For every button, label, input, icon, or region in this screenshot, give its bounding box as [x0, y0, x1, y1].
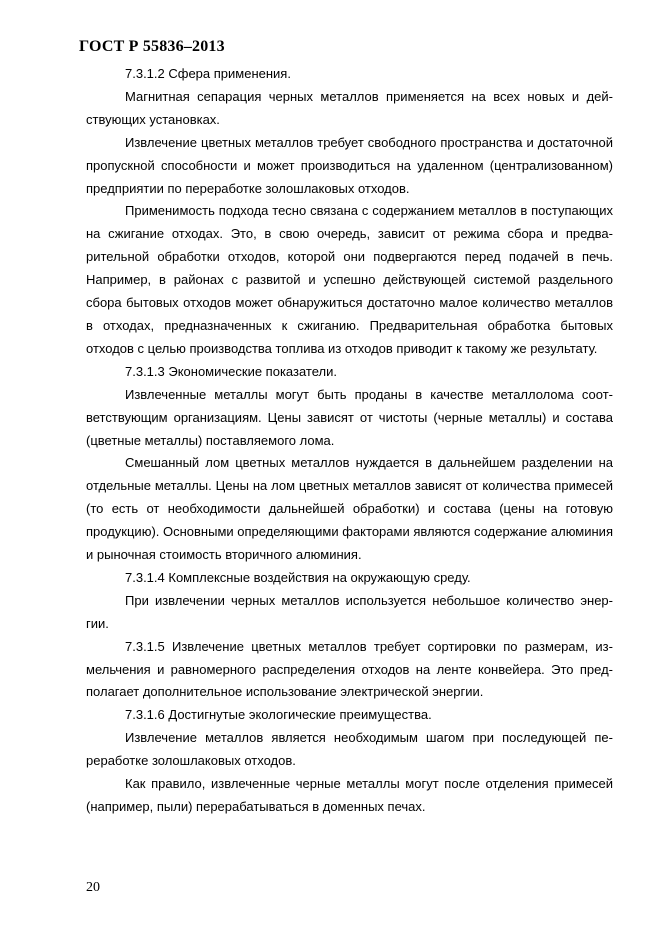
page-number: 20 [86, 880, 100, 895]
paragraph: Извлечение металлов является необходимым шагом при последующей переработке золошлаковых отходов. [86, 730, 613, 769]
paragraph: При извлечении черных металлов используется небольшое количество энергии. [86, 592, 613, 631]
paragraph: Как правило, извлеченные черные металлы могут после отделения примесей (например, пыли) перерабатываться в доменных печах. [86, 776, 613, 814]
section-heading-7-3-1-6: 7.3.1.6 Достигнутые экологические преимущества. [125, 707, 432, 723]
section-heading-7-3-1-4: 7.3.1.4 Комплексные воздействия на окружающую среду. [125, 569, 471, 585]
paragraph: Магнитная сепарация черных металлов применяется на всех новых и действующих установках. [86, 88, 613, 127]
paragraph: Извлечение цветных металлов требует свободного пространства и достаточной пропускной способности и может производиться на удаленном (централизованном) предприятии по переработке золошлаковых отходов. [86, 134, 613, 196]
paragraph: Применимость подхода тесно связана с содержанием металлов в поступающих на сжигание отходах. Это, в свою очередь, зависит от режима сбора и предварительной обработки отходов, которой они подвергаются перед подачей в печь. Например, в районах с развитой и успешно действующей системой раздельного сбора бытовых отходов может обнаружиться достаточно малое количество металлов в отходах, предназначенных к сжиганию. Предварительная обработка бытовых отходов с целью производства топлива из отходов приводит к такому же результату. [86, 203, 613, 356]
section-heading-7-3-1-3: 7.3.1.3 Экономические показатели. [125, 363, 337, 379]
paragraph: Извлеченные металлы могут быть проданы в качестве металлолома соответствующим организациям. Цены зависят от чистоты (черные металлы) и состава (цветные металлы) поставляемого лома. [86, 386, 613, 448]
document-header: ГОСТ Р 55836–2013 [79, 38, 225, 55]
paragraph-7-3-1-5: 7.3.1.5 Извлечение цветных металлов требует сортировки по размерам, измельчения и равномерного распределения отходов на ленте конвейера. Это предполагает дополнительное использование электрической энергии. [86, 638, 613, 700]
section-heading-7-3-1-2: 7.3.1.2 Сфера применения. [125, 66, 291, 81]
paragraph: Смешанный лом цветных металлов нуждается в дальнейшем разделении на отдельные металлы. Цены на лом цветных металлов зависят от количества примесей (то есть от необходимости дальнейшей обработки) и состава (цены на готовую продукцию). Основными определяющими факторами являются содержание алюминия и рыночная стоимость вторичного алюминия. [86, 455, 613, 563]
document-body [86, 63, 613, 819]
